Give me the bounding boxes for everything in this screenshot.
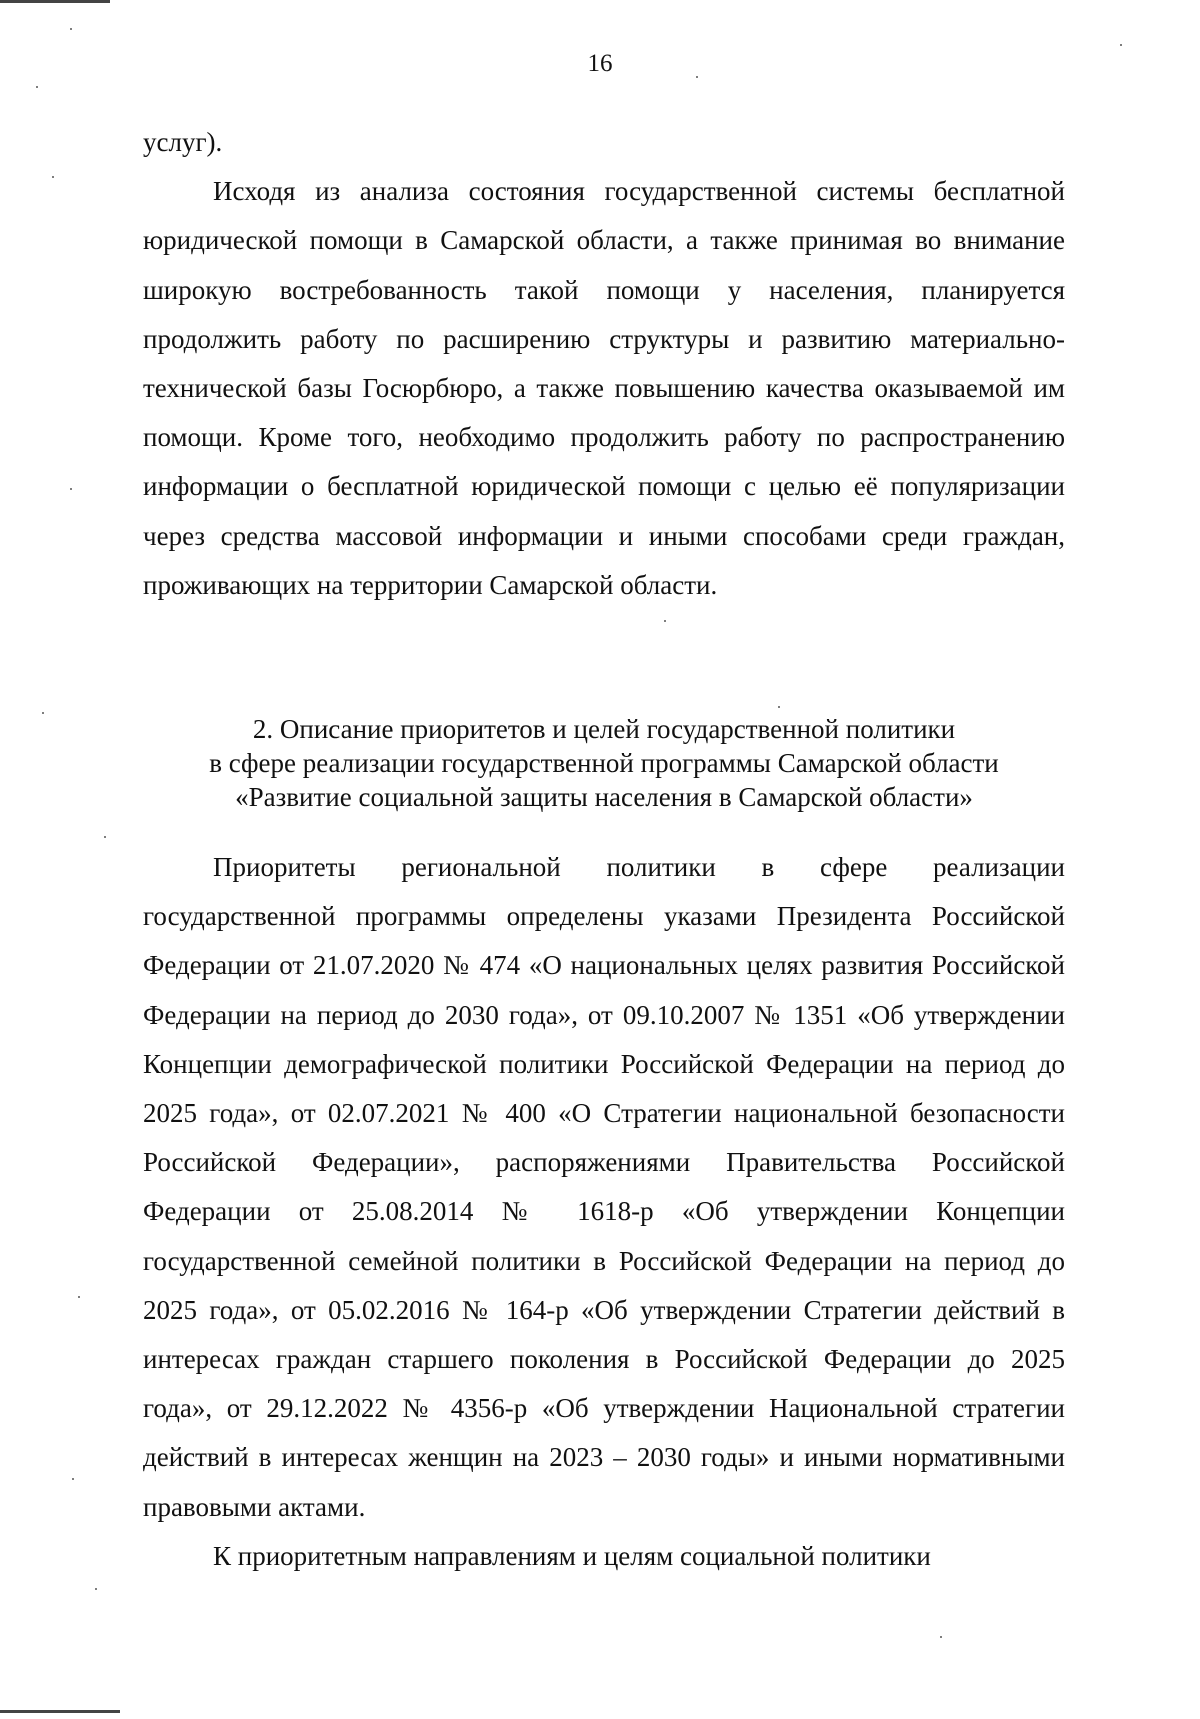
body-text-before-heading [143,118,1065,610]
section-heading [143,712,1065,814]
paragraph-priority-directions: К приоритетным направлениям и целям социальной политики [213,1540,931,1571]
scan-speck [70,28,72,30]
section-heading-line-3: «Развитие социальной защиты населения в Самарской области» [235,782,973,812]
page-number: 16 [587,50,613,77]
scan-edge-mark [0,1710,120,1713]
scan-speck [78,1296,80,1298]
section-heading-line-1: 2. Описание приоритетов и целей государственной политики [252,714,956,744]
scan-speck [1120,44,1122,46]
scan-edge-mark [0,0,110,3]
paragraph-legal-aid-plans: Исходя из анализа состояния государственной системы бесплатной юридической помощи в Самарской области, а также принимая во внимание широкую востребованность такой помощи у населения, планируется продолжить работу по расширению структуры и развитию материально-технической базы Госюрбюро, а также повышению качества оказываемой им помощи. Кроме того, необходимо продолжить работу по распространению информации о бесплатной юридической помощи с целью её популяризации через средства массовой информации и иными способами среди граждан, проживающих на территории Самарской области. [143,176,1065,600]
scan-speck [42,712,44,714]
body-text-after-heading [143,843,1065,1581]
scan-speck [36,86,38,88]
scan-speck [95,1588,97,1590]
scan-speck [778,706,780,708]
scan-speck [664,620,666,622]
scan-speck [70,488,72,490]
paragraph-continuation: услуг). [143,127,223,157]
scan-speck [696,76,698,78]
scan-speck [72,1478,74,1480]
scan-speck [104,836,106,838]
section-heading-line-2: в сфере реализации государственной программы Самарской области [209,748,999,778]
paragraph-regional-policy-priorities: Приоритеты региональной политики в сфере реализации государственной программы определены указами Президента Российской Федерации от 21.07.2020 № 474 «О национальных целях развития Российской Федерации на период до 2030 года», от 09.10.2007 № 1351 «Об утверждении Концепции демографической политики Российской Федерации на период до 2025 года», от 02.07.2021 № 400 «О Стратегии национальной безопасности Российской Федерации», распоряжениями Правительства Российской Федерации от 25.08.2014 № 1618-р «Об утверждении Концепции государственной семейной политики в Российской Федерации на период до 2025 года», от 05.02.2016 № 164-р «Об утверждении Стратегии действий в интересах граждан старшего поколения в Российской Федерации до 2025 года», от 29.12.2022 № 4356-р «Об утверждении Национальной стратегии действий в интересах женщин на 2023 – 2030 годы» и иными нормативными правовыми актами. [143,852,1065,1522]
scan-speck [940,1636,942,1638]
scan-speck [52,176,54,178]
